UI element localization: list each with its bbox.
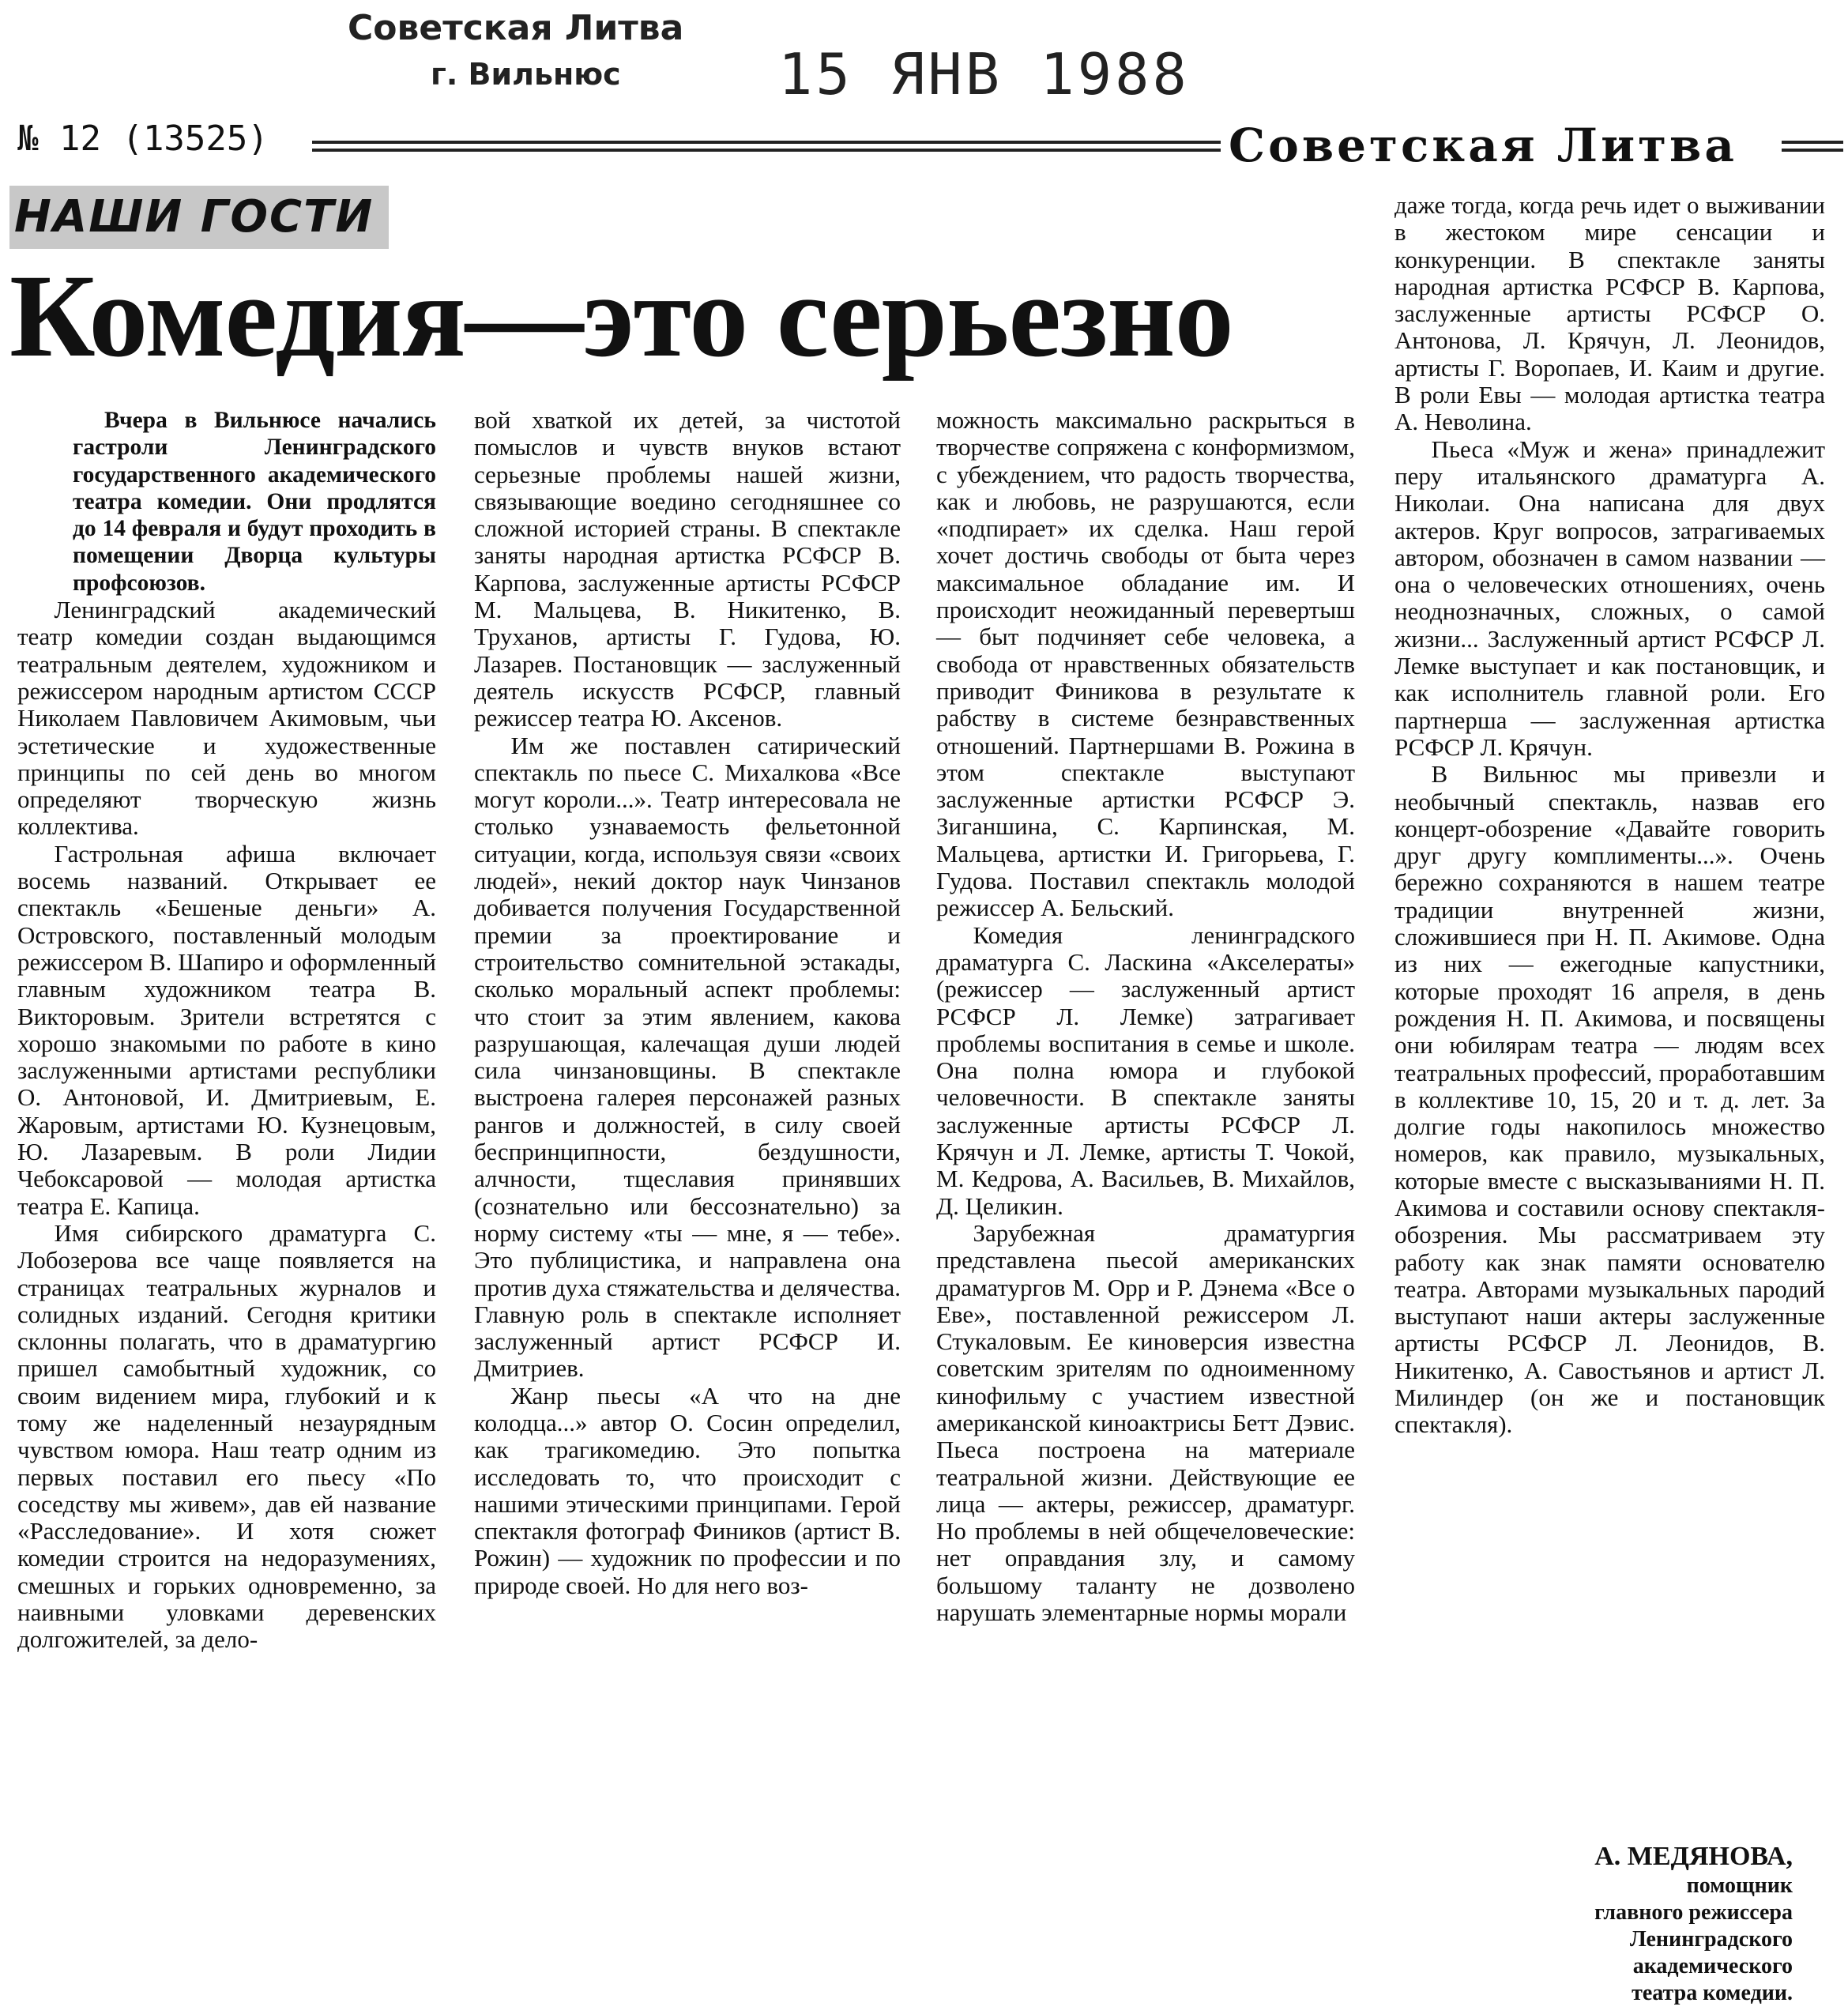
article-headline: Комедия—это серьезно [9, 250, 1233, 382]
paragraph: Им же поставлен сатирический спектакль по пьесе С. Михалкова «Все могут короли...». Театр интересовала не столько узнаваемость фельетонной ситуации, когда, используя связи «своих людей», некий доктор наук Чинзанов добивается получения Государственной премии за проектирование и строительство сомнительной эстакады, сколько моральный аспект проблемы: что стоит за этим явлением, какова разрушающая, калечащая души людей сила чинзановщины. В спектакле выстроена галерея персонажей разных рангов и должностей, в силу своей беспринципности, бездушности, алчности, тщеславия принявших (сознательно или бессознательно) за норму систему «ты — мне, я — тебе». Это публицистика, и направлена она против духа стяжательства и делячества. Главную роль в спектакле исполняет заслуженный артист РСФСР И. Дмитриев. [474, 731, 901, 1383]
author-title-line: главного режиссера [1594, 1900, 1793, 1925]
text-column-3 [936, 407, 1355, 1626]
paragraph: Зарубежная драматургия представлена пьесой американских драматургов М. Орр и Р. Дэнема «Все о Еве», поставленной режиссером Л. Стукаловым. Ее киноверсия известна советским зрителям по одноименному кинофильму с участием известной американской киноактрисы Бетт Дэвис. Пьеса построена на материале театральной жизни. Действующие ее лица — актеры, режиссер, драматург. Но проблемы в ней общечеловеческие: нет оправдания злу, и самому большому таланту не дозволено нарушать элементарные нормы морали [936, 1218, 1355, 1627]
paragraph: Комедия ленинградского драматурга С. Ласкина «Акселераты» (режиссер — заслуженный артист РСФСР Л. Лемке) затрагивает проблемы воспитания в семье и школе. Она полна юмора и глубокой человечности. В спектакле заняты заслуженные артисты РСФСР Л. Крячун и Л. Лемке, артисты Т. Чокой, М. Кедрова, А. Васильев, В. Михайлов, Д. Целикин. [936, 920, 1355, 1220]
text-column-4 [1394, 192, 1825, 1439]
paragraph: Жанр пьесы «А что на дне колодца...» автор О. Сосин определил, как трагикомедию. Это попытка исследовать то, что происходит с нашими этическими принципами. Герой спектакля фотограф Фиников (артист В. Рожин) — художник по профессии и по природе своей. Но для него воз- [474, 1381, 901, 1599]
paragraph: даже тогда, когда речь идет о выживании в жестоком мире сенсации и конкуренции. В спектакле заняты народная артистка РСФСР В. Карпова, заслуженные артисты РСФСР О. Антонова, Л. Крячун, Л. Леонидов, артисты Г. Воропаев, И. Каим и другие. В роли Евы — молодая артистка театра А. Неволина. [1394, 191, 1825, 436]
author-signature [1594, 1841, 1793, 2007]
author-title-line: помощник [1686, 1873, 1793, 1898]
masthead-rule-right [1782, 141, 1843, 152]
author-title-line: академического [1632, 1954, 1793, 1978]
masthead-rule-left [312, 141, 1221, 152]
paragraph: Ленинградский академический театр комедии создан выдающимся театральным деятелем, художником и режиссером народным артистом СССР Николаем Павловичем Акимовым, чьи эстетические и художественные принципы по сей день во многом определяют творческую жизнь коллектива. [17, 596, 436, 841]
paragraph: В Вильнюс мы привезли и необычный спектакль, назвав его концерт-обозрение «Давайте говорить друг другу комплименты...». Очень бережно сохраняются в нашем театре традиции внутренней жизни, сложившиеся при Н. П. Акимове. Одна из них — ежегодные капустники, которые проходят 16 апреля, в день рождения Н. П. Акимова, и посвящены они юбилярам театра — людям всех театральных профессий, проработавшим в коллективе 10, 15, 20 и т. д. лет. За долгие годы накопилось множество номеров, как правило, музыкальных, которые вместе с высказываниями Н. П. Акимова и составили основу спектакля-обозрения. Мы рассматриваем эту работу как знак памяти основателю театра. Авторами музыкальных пародий выступают наши актеры заслуженные артисты РСФСР Л. Леонидов, В. Никитенко, А. Савостьянов и артист Л. Милиндер (он же и постановщик спектакля). [1394, 760, 1825, 1439]
paragraph: можность максимально раскрыться в творчестве сопряжена с конформизмом, с убеждением, что радость творчества, как и любовь, не разрушаются, если «подпирает» их сделка. Наш герой хочет достичь свободы от быта через максимальное обладание им. И происходит неожиданный перевертыш — быт подчиняет себе человека, а свобода от нравственных обязательств приводит Финикова в результате к рабству в системе безнравственных отношений. Партнершами В. Рожина в этом спектакле выступают заслуженные артистки РСФСР Э. Зиганшина, С. Карпинская, М. Мальцева, артистки И. Григорьева, Г. Гудова. Поставил спектакль молодой режиссер А. Бельский. [936, 406, 1355, 922]
text-column-1 [17, 407, 436, 1654]
issue-number: № 12 (13525) [17, 119, 269, 159]
author-title-line: Ленинградского [1629, 1927, 1793, 1952]
archive-stamp-date: 15 ЯНВ 1988 [778, 41, 1190, 107]
paragraph: вой хваткой их детей, за чистотой помыслов и чувств внуков встают серьезные проблемы нашей жизни, связывающие воедино сегодняшнее со сложной историей страны. В спектакле заняты народная артистка РСФСР В. Карпова, заслуженные артисты РСФСР М. Мальцева, В. Никитенко, В. Труханов, артисты Г. Гудова, Ю. Лазарев. Постановщик — заслуженный деятель искусств РСФСР, главный режиссер театра Ю. Аксенов. [474, 406, 901, 732]
archive-stamp-city: г. Вильнюс [431, 57, 621, 92]
paragraph: Гастрольная афиша включает восемь названий. Открывает ее спектакль «Бешеные деньги» А. Островского, поставленный молодым режиссером В. Шапиро и оформленный главным художником театра В. Викторовым. Зрители встретятся с хорошо знакомыми по работе в кино заслуженными артистами республики О. Антоновой, И. Дмитриевым, Е. Жаровым, артистами Ю. Кузнецовым, Ю. Лазаревым. В роли Лидии Чебоксаровой — молодая артистка театра Е. Капица. [17, 839, 436, 1220]
newspaper-masthead: Советская Литва [1229, 119, 1737, 172]
rubric-label: НАШИ ГОСТИ [9, 186, 389, 249]
text-column-2 [474, 407, 901, 1599]
article-lead: Вчера в Вильнюсе начались гастроли Ленинградского государственного академического театра комедии. Они продлятся до 14 февраля и будут проходить в помещении Дворца культуры профсоюзов. [73, 408, 436, 596]
paragraph: Пьеса «Муж и жена» принадлежит перу итальянского драматурга А. Николаи. Она написана для двух актеров. Круг вопросов, затрагиваемых автором, обозначен в самом названии — она о человеческих отношениях, очень неоднозначных, сложных, о самой жизни... Заслуженный артист РСФСР Л. Лемке выступает и как постановщик, и как исполнитель главной роли. Его партнерша — заслуженная артистка РСФСР Л. Крячун. [1394, 435, 1825, 761]
archive-stamp-paper-name: Советская Литва [348, 8, 684, 48]
author-title-line: театра комедии. [1632, 1981, 1793, 2005]
paragraph: Имя сибирского драматурга С. Лобозерова все чаще появляется на страницах театральных журналов и солидных изданий. Сегодня критики склонны полагать, что в драматургию пришел самобытный художник, со своим видением мира, глубокий и к тому же наделенный незаурядным чувством юмора. Наш театр одним из первых поставил его пьесу «По соседству мы живем», дав ей название «Расследование». И хотя сюжет комедии строится на недоразумениях, смешных и горьких одновременно, за наивными уловками деревенских долгожителей, за дело- [17, 1218, 436, 1654]
author-name: А. МЕДЯНОВА, [1594, 1842, 1793, 1871]
